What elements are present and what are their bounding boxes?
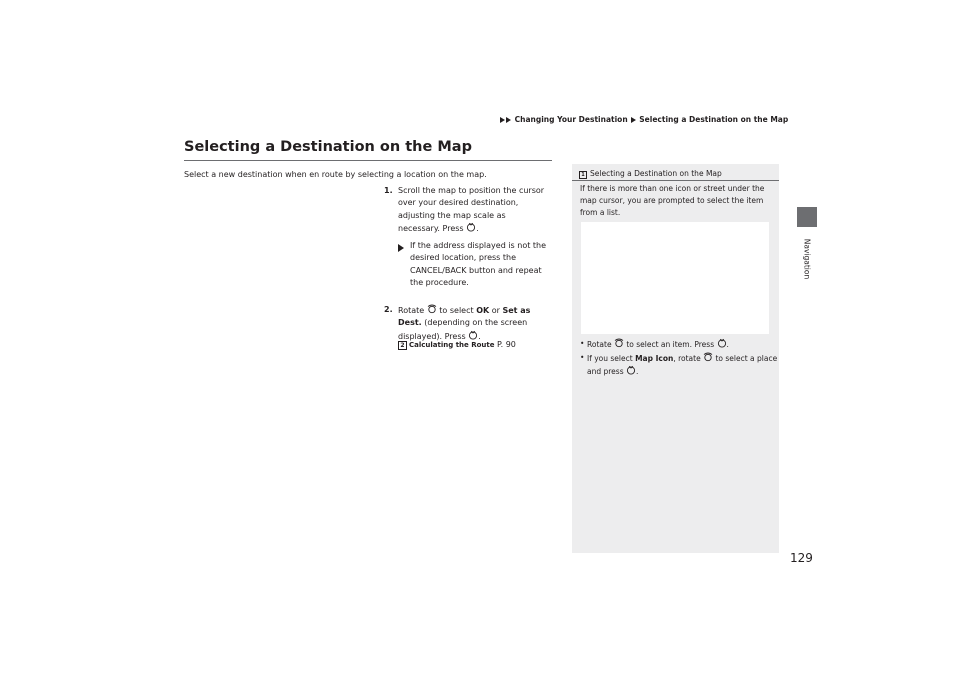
sidebar-divider <box>572 180 779 181</box>
step-1-number: 1. <box>384 186 393 195</box>
step-2: 2. Rotate to select OK or Set as Dest. (depending on the screen displayed). Press . <box>384 305 531 341</box>
triangle-arrow-icon <box>500 117 505 123</box>
intro-text: Select a new destination when en route by selecting a location on the map. <box>184 170 487 179</box>
sidebar-heading: 1 Selecting a Destination on the Map <box>579 169 722 179</box>
step-1-note <box>398 240 550 289</box>
screen-image-placeholder <box>581 222 769 334</box>
press-dial-icon <box>626 365 636 375</box>
note-marker-icon: 1 <box>579 171 587 179</box>
sidebar-bullet-2: • If you select Map Icon, rotate to select a place and press . <box>580 353 778 377</box>
step-2-number: 2. <box>384 305 393 314</box>
section-tab-label: Navigation <box>802 238 812 280</box>
rotate-dial-icon <box>614 338 624 348</box>
rotate-dial-icon <box>703 352 713 362</box>
step-1-text: Scroll the map to position the cursor over your desired destination, adjusting the map scale as necessary. Press <box>398 186 545 233</box>
ok-option: OK <box>476 306 490 315</box>
cross-reference-page: P. 90 <box>497 340 516 349</box>
press-dial-icon <box>466 222 476 232</box>
triangle-arrow-icon <box>398 244 404 252</box>
section-tab-marker <box>797 207 817 227</box>
map-icon-option: Map Icon <box>635 354 674 363</box>
sidebar-bullet-1: • Rotate to select an item. Press . <box>580 339 729 349</box>
title-divider <box>184 160 552 161</box>
triangle-arrow-icon <box>631 117 636 123</box>
press-dial-icon <box>468 330 478 340</box>
breadcrumb <box>500 115 791 124</box>
cross-reference-icon: 2 <box>398 341 407 350</box>
breadcrumb-item-changing-destination[interactable]: Changing Your Destination <box>514 115 628 124</box>
sidebar-text: If there is more than one icon or street under the map cursor, you are prompted to select the item from a list. <box>580 184 765 218</box>
step-1-note-text: If the address displayed is not the desired location, press the CANCEL/BACK button and repeat the procedure. <box>410 241 547 287</box>
step-1: 1. Scroll the map to position the cursor over your desired destination, adjusting the map scale as necessary. Press . <box>384 186 545 233</box>
breadcrumb-item-selecting-destination[interactable]: Selecting a Destination on the Map <box>639 115 789 124</box>
cross-reference-link[interactable]: 2 Calculating the Route P. 90 <box>398 340 516 350</box>
rotate-dial-icon <box>427 304 437 314</box>
page-title: Selecting a Destination on the Map <box>184 139 472 155</box>
press-dial-icon <box>717 338 727 348</box>
set-as-dest-option: Set as Dest. <box>398 306 531 328</box>
triangle-arrow-icon <box>506 117 511 123</box>
page-number: 129 <box>790 551 813 565</box>
